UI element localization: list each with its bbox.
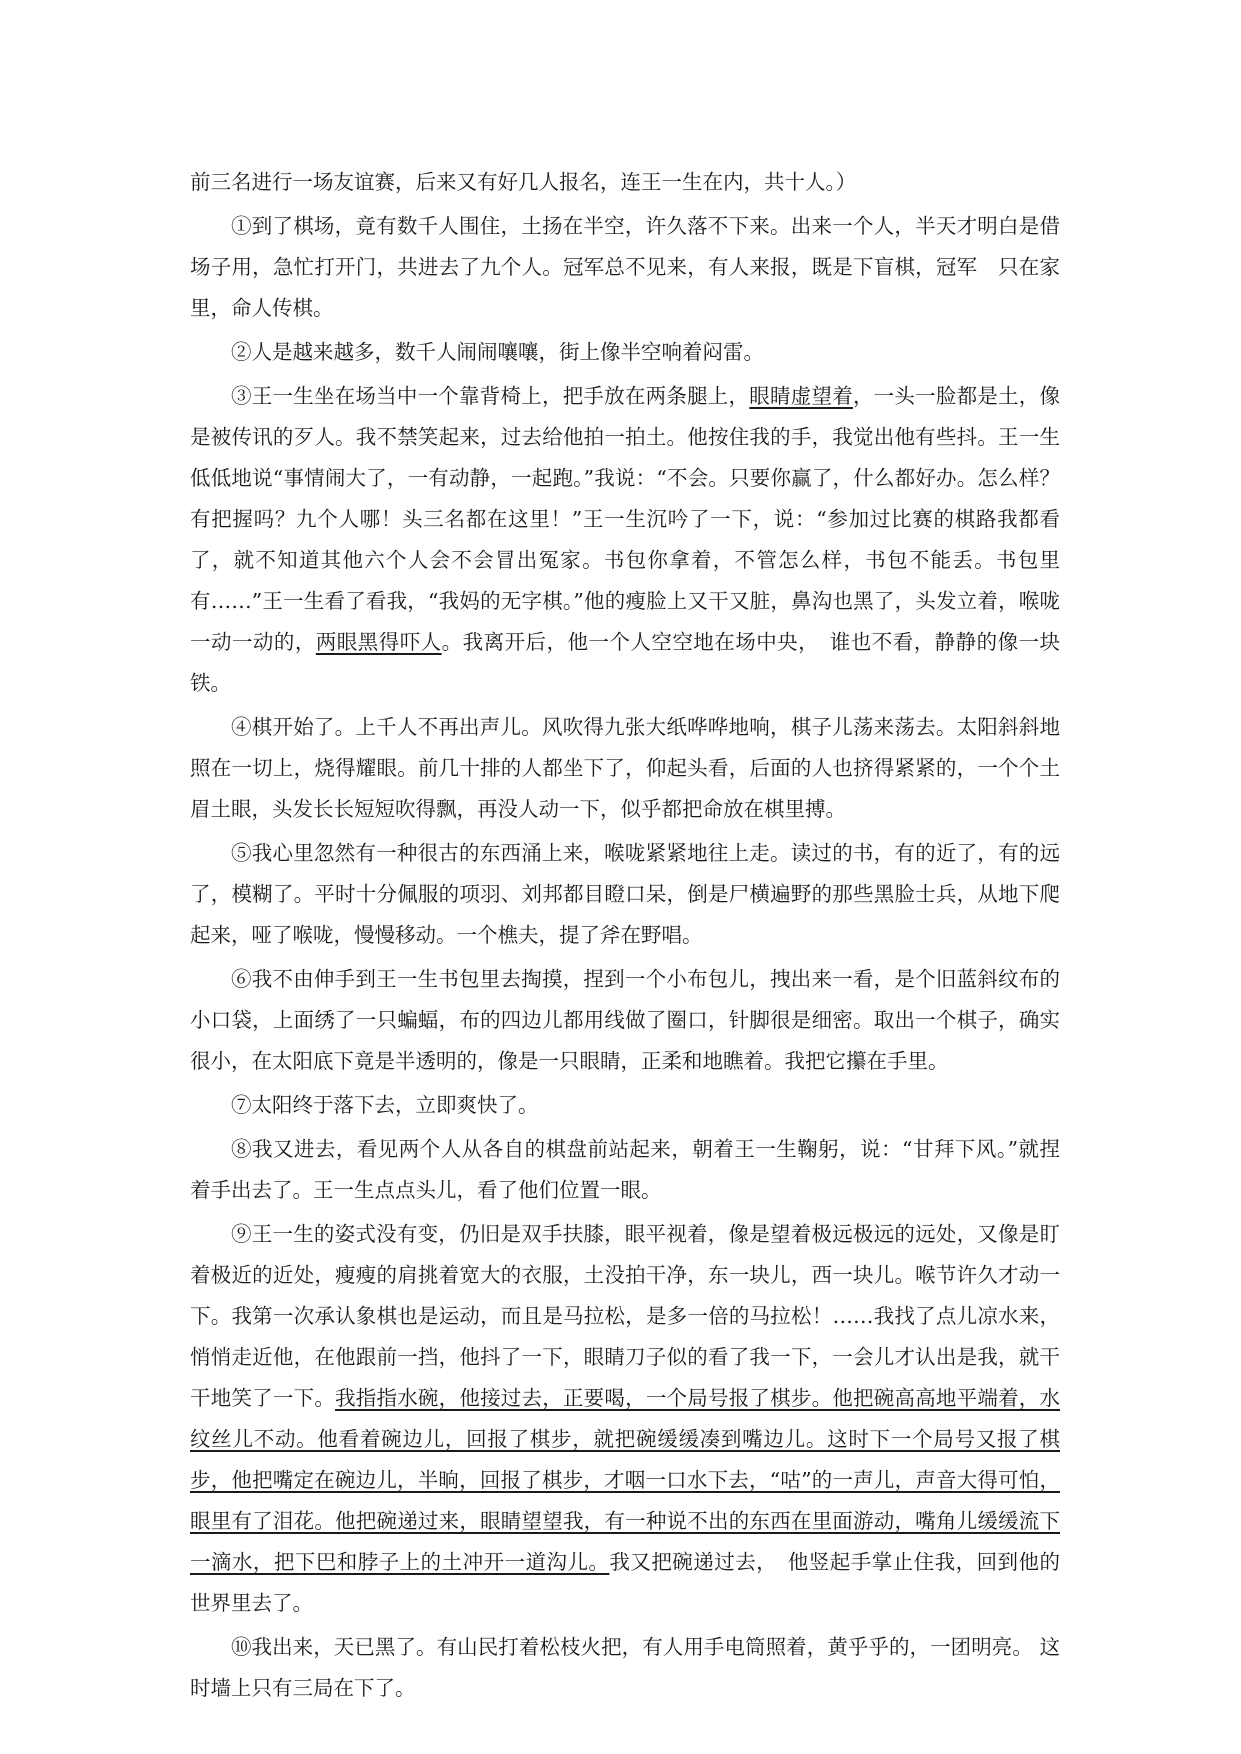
paragraph	[190, 707, 1060, 830]
paragraph	[190, 1129, 1060, 1211]
paragraph-text: ，一头一脸都是土，像是被传讯的歹人。我不禁笑起来，过去给他拍一拍土。他按住我的手，我觉出他有些抖。王一生低低地说“事情闹大了，一有动静，一起跑。”我说：“不会。只要你赢了，什么都好办。怎么样？有把握吗？九个人哪！头三名都在这里！”王一生沉吟了一下，说：“参加过比赛的棋路我都看了，就不知道其他六个人会不会冒出冤家。书包你拿着，不管怎么样，书包不能丢。书包里有……”王一生看了看我，“我妈的无字棋。”他的瘦脸上又干又脏，鼻沟也黑了，头发立着，喉咙一动一动的，	[190, 384, 1061, 654]
paragraph-text: ⑩我出来，天已黑了。有山民打着松枝火把，有人用手电筒照着，黄乎乎的，一团明亮。 这时墙上只有三局在下了。	[190, 1635, 1060, 1700]
paragraph-text: ⑤我心里忽然有一种很古的东西涌上来，喉咙紧紧地往上走。读过的书，有的近了，有的远了，模糊了。平时十分佩服的项羽、刘邦都目瞪口呆，倒是尸横遍野的那些黑脸士兵，从地下爬起来，哑了喉咙，慢慢移动。一个樵夫，提了斧在野唱。	[190, 841, 1060, 947]
paragraph-text: ⑨王一生的姿式没有变，仍旧是双手扶膝，眼平视着，像是望着极远极远的远处，又像是盯着极近的近处，瘦瘦的肩挑着宽大的衣服，土没拍干净，东一块儿，西一块儿。喉节许久才动一下。我第一次承认象棋也是运动，而且是马拉松，是多一倍的马拉松！……我找了点儿凉水来，悄悄走近他，在他跟前一挡，他抖了一下，眼睛刀子似的看了我一下，一会儿才认出是我，就干干地笑了一下。	[190, 1222, 1060, 1410]
paragraph-text: ②人是越来越多，数千人闹闹嚷嚷，街上像半空响着闷雷。	[231, 340, 764, 364]
underlined-text: 我指指水碗，他接过去，正要喝，一个局号报了棋步。他把碗高高地平端着，水纹丝儿不动。他看着碗边儿，回报了棋步，就把碗缓缓凑到嘴边儿。这时下一个局号又报了棋步，他把嘴定在碗边儿，半晌，回报了棋步，才咽一口水下去，“咕”的一声儿，声音大得可怕，眼里有了泪花。他把碗递过来，眼睛望望我，有一种说不出的东西在里面游动，嘴角儿缓缓流下一滴水，把下巴和脖子上的土冲开一道沟儿。	[190, 1386, 1061, 1574]
paragraph	[190, 1085, 1060, 1126]
paragraph-text: ⑥我不由伸手到王一生书包里去掏摸，捏到一个小布包儿，拽出来一看，是个旧蓝斜纹布的小口袋，上面绣了一只蝙蝠，布的四边儿都用线做了圈口，针脚很是细密。取出一个棋子，确实很小，在太阳底下竟是半透明的，像是一只眼睛，正柔和地瞧着。我把它攥在手里。	[190, 967, 1060, 1073]
paragraph	[190, 1627, 1060, 1709]
paragraph	[190, 959, 1060, 1082]
paragraph-text: ⑧我又进去，看见两个人从各自的棋盘前站起来，朝着王一生鞠躬，说：“甘拜下风。”就捏着手出去了。王一生点点头儿，看了他们位置一眼。	[190, 1137, 1060, 1202]
paragraph-text: 。我离开后，他一个人空空地在场中央， 谁也不看，静静的像一块铁。	[190, 630, 1061, 695]
underlined-text: 两眼黑得吓人	[315, 630, 442, 654]
paragraph-text: ④棋开始了。上千人不再出声儿。风吹得九张大纸哗哗地响，棋子儿荡来荡去。太阳斜斜地照在一切上，烧得耀眼。前几十排的人都坐下了，仰起头看，后面的人也挤得紧紧的，一个个土眉土眼，头发长长短短吹得飘，再没人动一下，似乎都把命放在棋里搏。	[190, 715, 1060, 821]
paragraph	[190, 162, 1060, 203]
paragraph	[190, 376, 1060, 704]
paragraph	[190, 332, 1060, 373]
paragraph	[190, 833, 1060, 956]
underlined-text: 眼睛虚望着	[749, 384, 853, 408]
paragraph-text: ③王一生坐在场当中一个靠背椅上，把手放在两条腿上，	[231, 384, 750, 408]
passage-body	[190, 162, 1060, 1712]
paragraph-text: 前三名进行一场友谊赛，后来又有好几人报名，连王一生在内，共十人。）	[190, 170, 857, 194]
paragraph-text: ①到了棋场，竟有数千人围住，土扬在半空，许久落不下来。出来一个人，半天才明白是借场子用，急忙打开门，共进去了九个人。冠军总不见来，有人来报，既是下盲棋，冠军 只在家里，命人传棋。	[190, 214, 1060, 320]
paragraph	[190, 206, 1060, 329]
paragraph-text: ⑦太阳终于落下去，立即爽快了。	[231, 1093, 539, 1117]
paragraph-text: 我又把碗递过去， 他竖起手掌止住我，回到他的世界里去了。	[190, 1550, 1060, 1615]
paragraph	[190, 1214, 1060, 1624]
